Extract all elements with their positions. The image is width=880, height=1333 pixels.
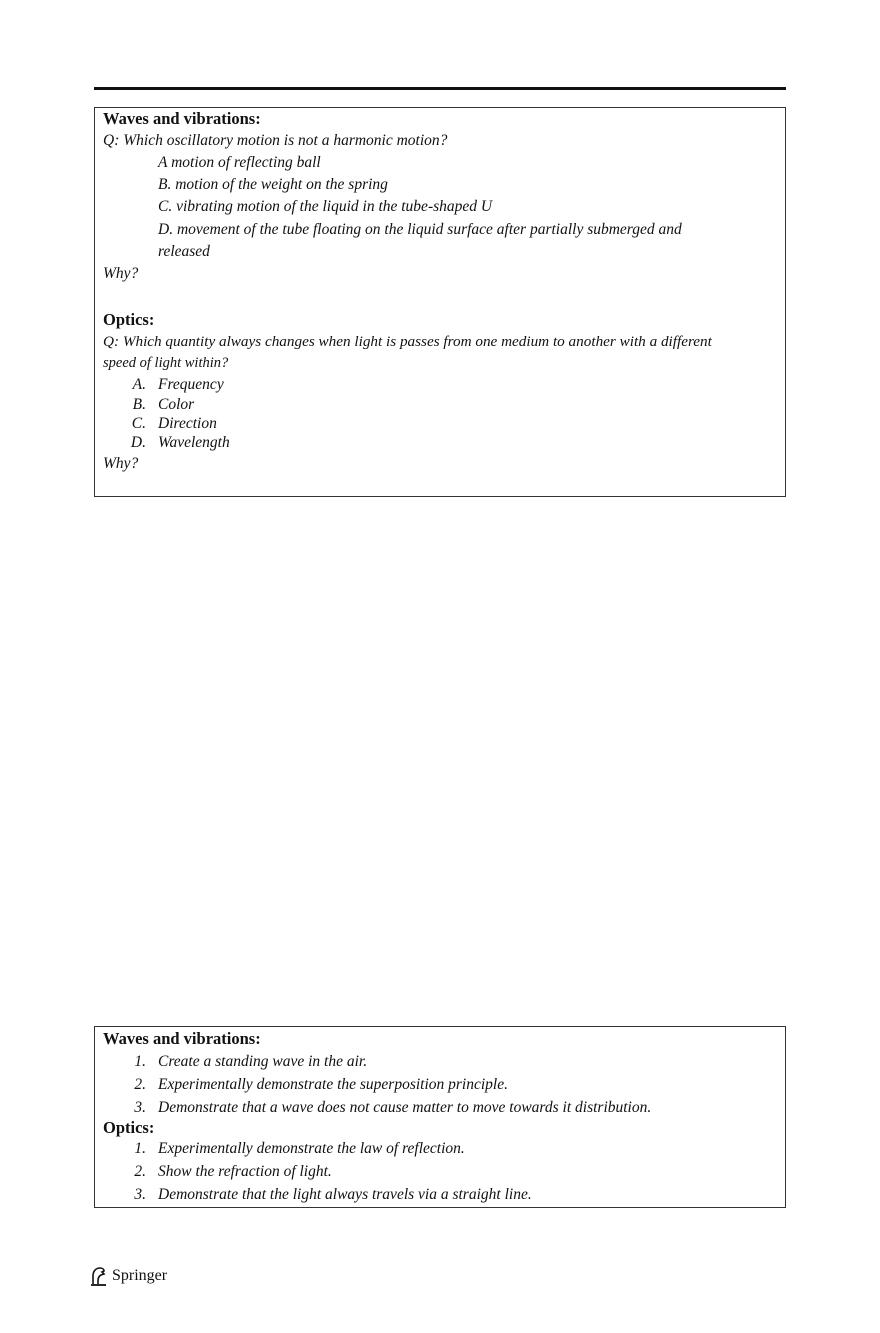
activity-item: Experimentally demonstrate the superposition principle. (158, 1076, 508, 1093)
optics-option-text: Wavelength (158, 434, 230, 451)
activity-number: 3. (134, 1186, 146, 1203)
activity-number: 2. (134, 1076, 146, 1093)
optics-question-line1: Q: Which quantity always changes when light is passes from one medium to another with a different (103, 333, 712, 350)
waves-option-c: C. vibrating motion of the liquid in the tube-shaped U (158, 198, 493, 215)
optics-option-label: A. (132, 376, 146, 393)
optics-why: Why? (103, 455, 139, 472)
publisher-name: Springer (112, 1267, 168, 1284)
optics-option-text: Frequency (158, 376, 224, 393)
publisher-footer (89, 1265, 167, 1287)
waves-option-a: A motion of reflecting ball (158, 154, 321, 171)
optics-option-label: D. (130, 434, 146, 451)
waves-why: Why? (103, 265, 139, 282)
activities-optics-heading: Optics: (103, 1118, 155, 1137)
activity-item: Demonstrate that the light always travels via a straight line. (158, 1186, 532, 1203)
activity-number: 2. (134, 1163, 146, 1180)
springer-horse-icon (89, 1265, 109, 1287)
activities-waves-heading: Waves and vibrations: (103, 1029, 261, 1048)
optics-option-label: B. (132, 396, 146, 413)
optics-heading: Optics: (103, 310, 155, 329)
optics-option-text: Direction (158, 415, 217, 432)
waves-option-d-cont: released (158, 243, 210, 260)
activity-item: Show the refraction of light. (158, 1163, 332, 1180)
header-rule (94, 87, 786, 90)
activity-item: Experimentally demonstrate the law of reflection. (158, 1140, 465, 1157)
waves-heading: Waves and vibrations: (103, 109, 261, 128)
optics-option-text: Color (158, 396, 195, 413)
activity-number: 1. (134, 1053, 146, 1070)
waves-option-b: B. motion of the weight on the spring (158, 176, 388, 193)
activity-number: 3. (134, 1099, 146, 1116)
activity-number: 1. (134, 1140, 146, 1157)
activity-item: Demonstrate that a wave does not cause matter to move towards it distribution. (158, 1099, 652, 1116)
waves-question: Q: Which oscillatory motion is not a harmonic motion? (103, 132, 448, 149)
waves-option-d: D. movement of the tube floating on the liquid surface after partially submerged and (158, 221, 682, 238)
activity-item: Create a standing wave in the air. (158, 1053, 368, 1070)
optics-option-label: C. (131, 415, 146, 432)
optics-question-line2: speed of light within? (103, 355, 229, 371)
